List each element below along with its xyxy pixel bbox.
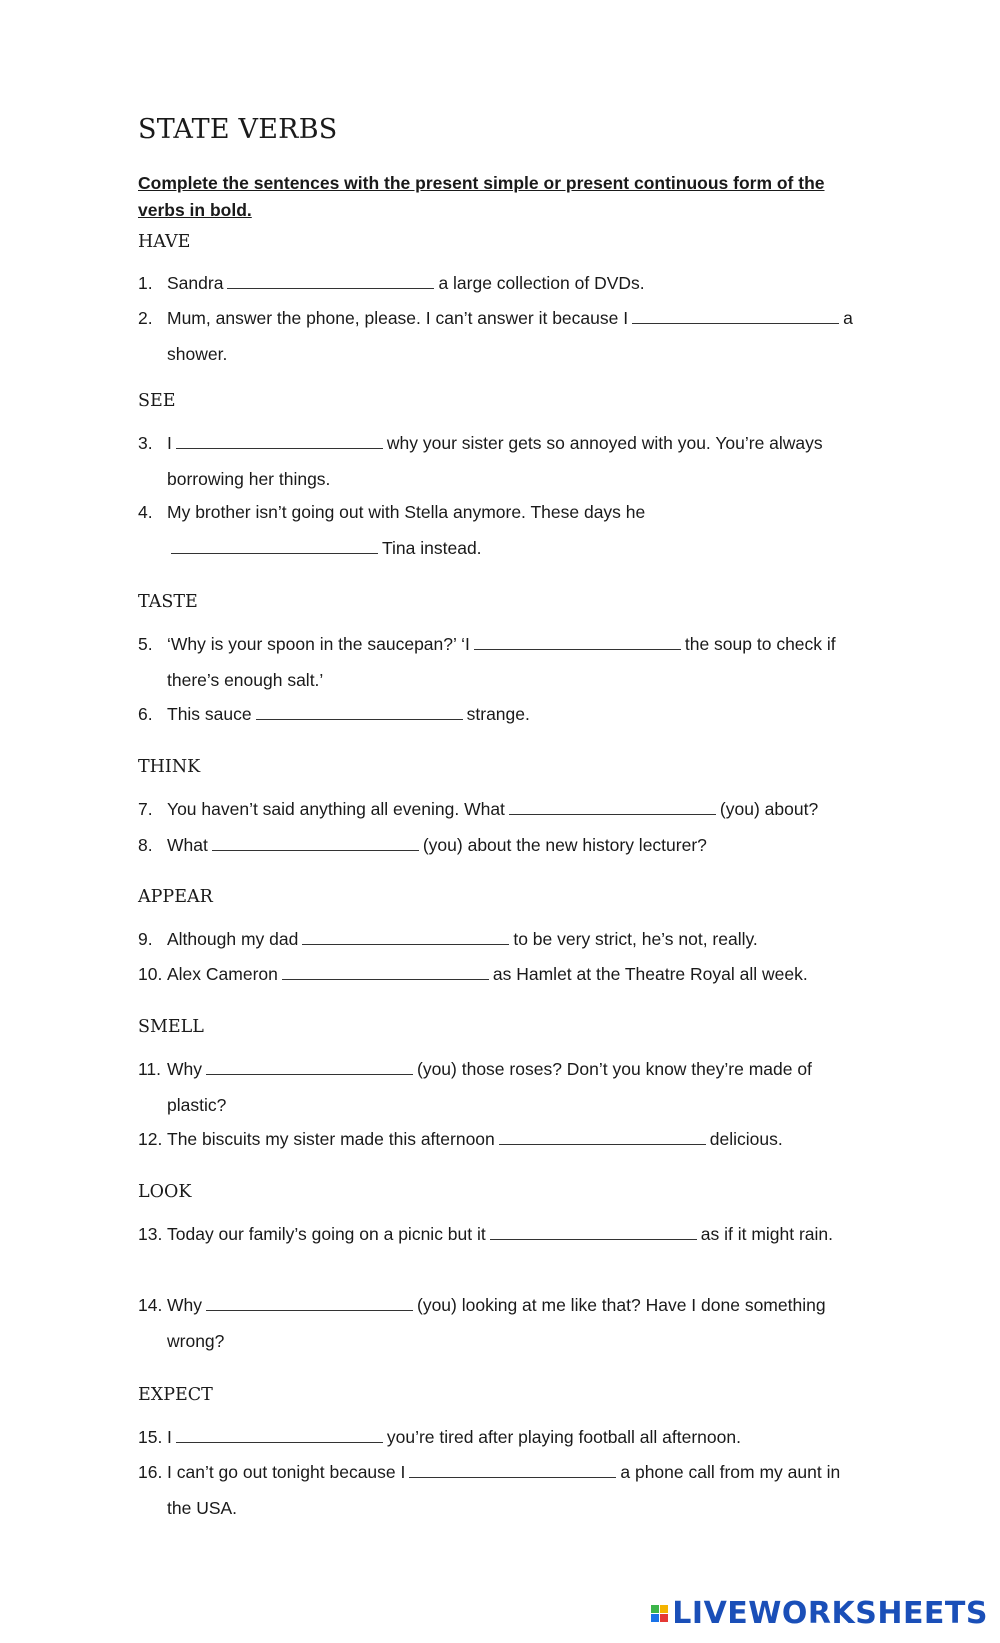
section-heading-see: SEE <box>138 391 176 411</box>
item-number: 6. <box>138 704 153 724</box>
sentence-after: (you) about? <box>719 799 819 819</box>
sentence-after: a phone call from my aunt in the USA. <box>167 1462 841 1518</box>
exercise-item-10 <box>138 957 858 993</box>
sentence-before: The biscuits my sister made this afternoon <box>167 1129 495 1149</box>
liveworksheets-logo <box>651 1596 988 1631</box>
brand-text: LIVEWORKSHEETS <box>672 1596 988 1631</box>
brand-block <box>651 1614 659 1622</box>
answer-blank[interactable] <box>474 647 681 650</box>
brand-block <box>660 1605 668 1613</box>
sentence-after: (you) about the new history lecturer? <box>422 835 707 855</box>
sentence-before: I <box>167 433 172 453</box>
sentence-before: Although my dad <box>167 929 299 949</box>
item-number: 10. <box>138 964 163 984</box>
answer-blank[interactable] <box>632 321 839 324</box>
exercise-item-13 <box>138 1217 858 1253</box>
section-heading-expect: EXPECT <box>138 1385 213 1405</box>
item-number: 16. <box>138 1462 163 1482</box>
sentence-after: to be very strict, he’s not, really. <box>513 929 758 949</box>
sentence-after: as Hamlet at the Theatre Royal all week. <box>492 964 808 984</box>
sentence-before: I <box>167 1427 172 1447</box>
sentence-before: This sauce <box>167 704 252 724</box>
exercise-item-4 <box>138 495 858 566</box>
answer-blank[interactable] <box>227 286 434 289</box>
instruction-text: Complete the sentences with the present simple or present continuous form of the verbs in bold. <box>138 173 825 220</box>
sentence-before: My brother isn’t going out with Stella anymore. These days he <box>167 502 646 522</box>
sentence-after: as if it might rain. <box>700 1224 834 1244</box>
answer-blank[interactable] <box>176 446 383 449</box>
sentence-after: strange. <box>466 704 530 724</box>
exercise-item-12 <box>138 1122 858 1158</box>
answer-blank[interactable] <box>509 812 716 815</box>
sentence-before: ‘Why is your spoon in the saucepan?’ ‘I <box>167 634 470 654</box>
answer-blank[interactable] <box>176 1440 383 1443</box>
sentence-after: why your sister gets so annoyed with you. You’re always borrowing her things. <box>167 433 823 489</box>
section-heading-have: HAVE <box>138 232 191 252</box>
item-number: 12. <box>138 1129 163 1149</box>
sentence-after: delicious. <box>709 1129 783 1149</box>
answer-blank[interactable] <box>256 717 463 720</box>
sentence-before: Today our family’s going on a picnic but it <box>167 1224 486 1244</box>
sentence-after: you’re tired after playing football all afternoon. <box>386 1427 741 1447</box>
exercise-item-5 <box>138 627 858 698</box>
exercise-item-2 <box>138 301 858 372</box>
sentence-after: Tina instead. <box>382 537 482 558</box>
item-number: 11. <box>138 1059 162 1079</box>
item-number: 7. <box>138 799 153 819</box>
sentence-before: Why <box>167 1295 202 1315</box>
section-heading-appear: APPEAR <box>138 887 213 907</box>
answer-blank[interactable] <box>499 1142 706 1145</box>
answer-blank[interactable] <box>302 942 509 945</box>
sentence-before: I can’t go out tonight because I <box>167 1462 406 1482</box>
brand-block <box>660 1614 668 1622</box>
item-number: 1. <box>138 273 153 293</box>
item-number: 13. <box>138 1224 163 1244</box>
item-number: 4. <box>138 502 153 522</box>
item-number: 3. <box>138 433 153 453</box>
answer-blank[interactable] <box>171 551 378 554</box>
section-heading-think: THINK <box>138 757 201 777</box>
section-heading-smell: SMELL <box>138 1017 204 1037</box>
page-title: STATE VERBS <box>138 114 338 145</box>
sentence-before: Sandra <box>167 273 224 293</box>
exercise-item-14 <box>138 1288 858 1359</box>
sentence-after: the soup to check if there’s enough salt.’ <box>167 634 836 690</box>
brand-block <box>651 1605 659 1613</box>
exercise-item-1 <box>138 266 858 302</box>
section-heading-taste: TASTE <box>138 592 198 612</box>
sentence-before: Mum, answer the phone, please. I can’t answer it because I <box>167 308 629 328</box>
exercise-item-11 <box>138 1052 858 1123</box>
answer-blank[interactable] <box>206 1072 413 1075</box>
exercise-item-7 <box>138 792 858 828</box>
item-number: 5. <box>138 634 153 654</box>
answer-blank[interactable] <box>282 977 489 980</box>
sentence-after: a large collection of DVDs. <box>438 273 645 293</box>
item-number: 8. <box>138 835 153 855</box>
item-number: 9. <box>138 929 153 949</box>
sentence-before: What <box>167 835 208 855</box>
sentence-before: You haven’t said anything all evening. What <box>167 799 505 819</box>
answer-blank[interactable] <box>409 1475 616 1478</box>
exercise-item-3 <box>138 426 858 497</box>
sentence-after: (you) those roses? Don’t you know they’re made of plastic? <box>167 1059 812 1115</box>
item-number: 15. <box>138 1427 163 1447</box>
sentence-after: a shower. <box>167 308 853 364</box>
answer-blank[interactable] <box>490 1237 697 1240</box>
brand-blocks-icon <box>651 1605 668 1622</box>
exercise-item-8 <box>138 828 858 864</box>
exercise-item-15 <box>138 1420 858 1456</box>
answer-blank[interactable] <box>212 848 419 851</box>
exercise-item-16 <box>138 1455 858 1526</box>
item-number: 2. <box>138 308 153 328</box>
sentence-before: Why <box>167 1059 202 1079</box>
exercise-item-9 <box>138 922 858 958</box>
answer-blank[interactable] <box>206 1308 413 1311</box>
exercise-item-6 <box>138 697 858 733</box>
sentence-before: Alex Cameron <box>167 964 278 984</box>
sentence-after: (you) looking at me like that? Have I done something wrong? <box>167 1295 826 1351</box>
item-number: 14. <box>138 1295 163 1315</box>
section-heading-look: LOOK <box>138 1182 192 1202</box>
